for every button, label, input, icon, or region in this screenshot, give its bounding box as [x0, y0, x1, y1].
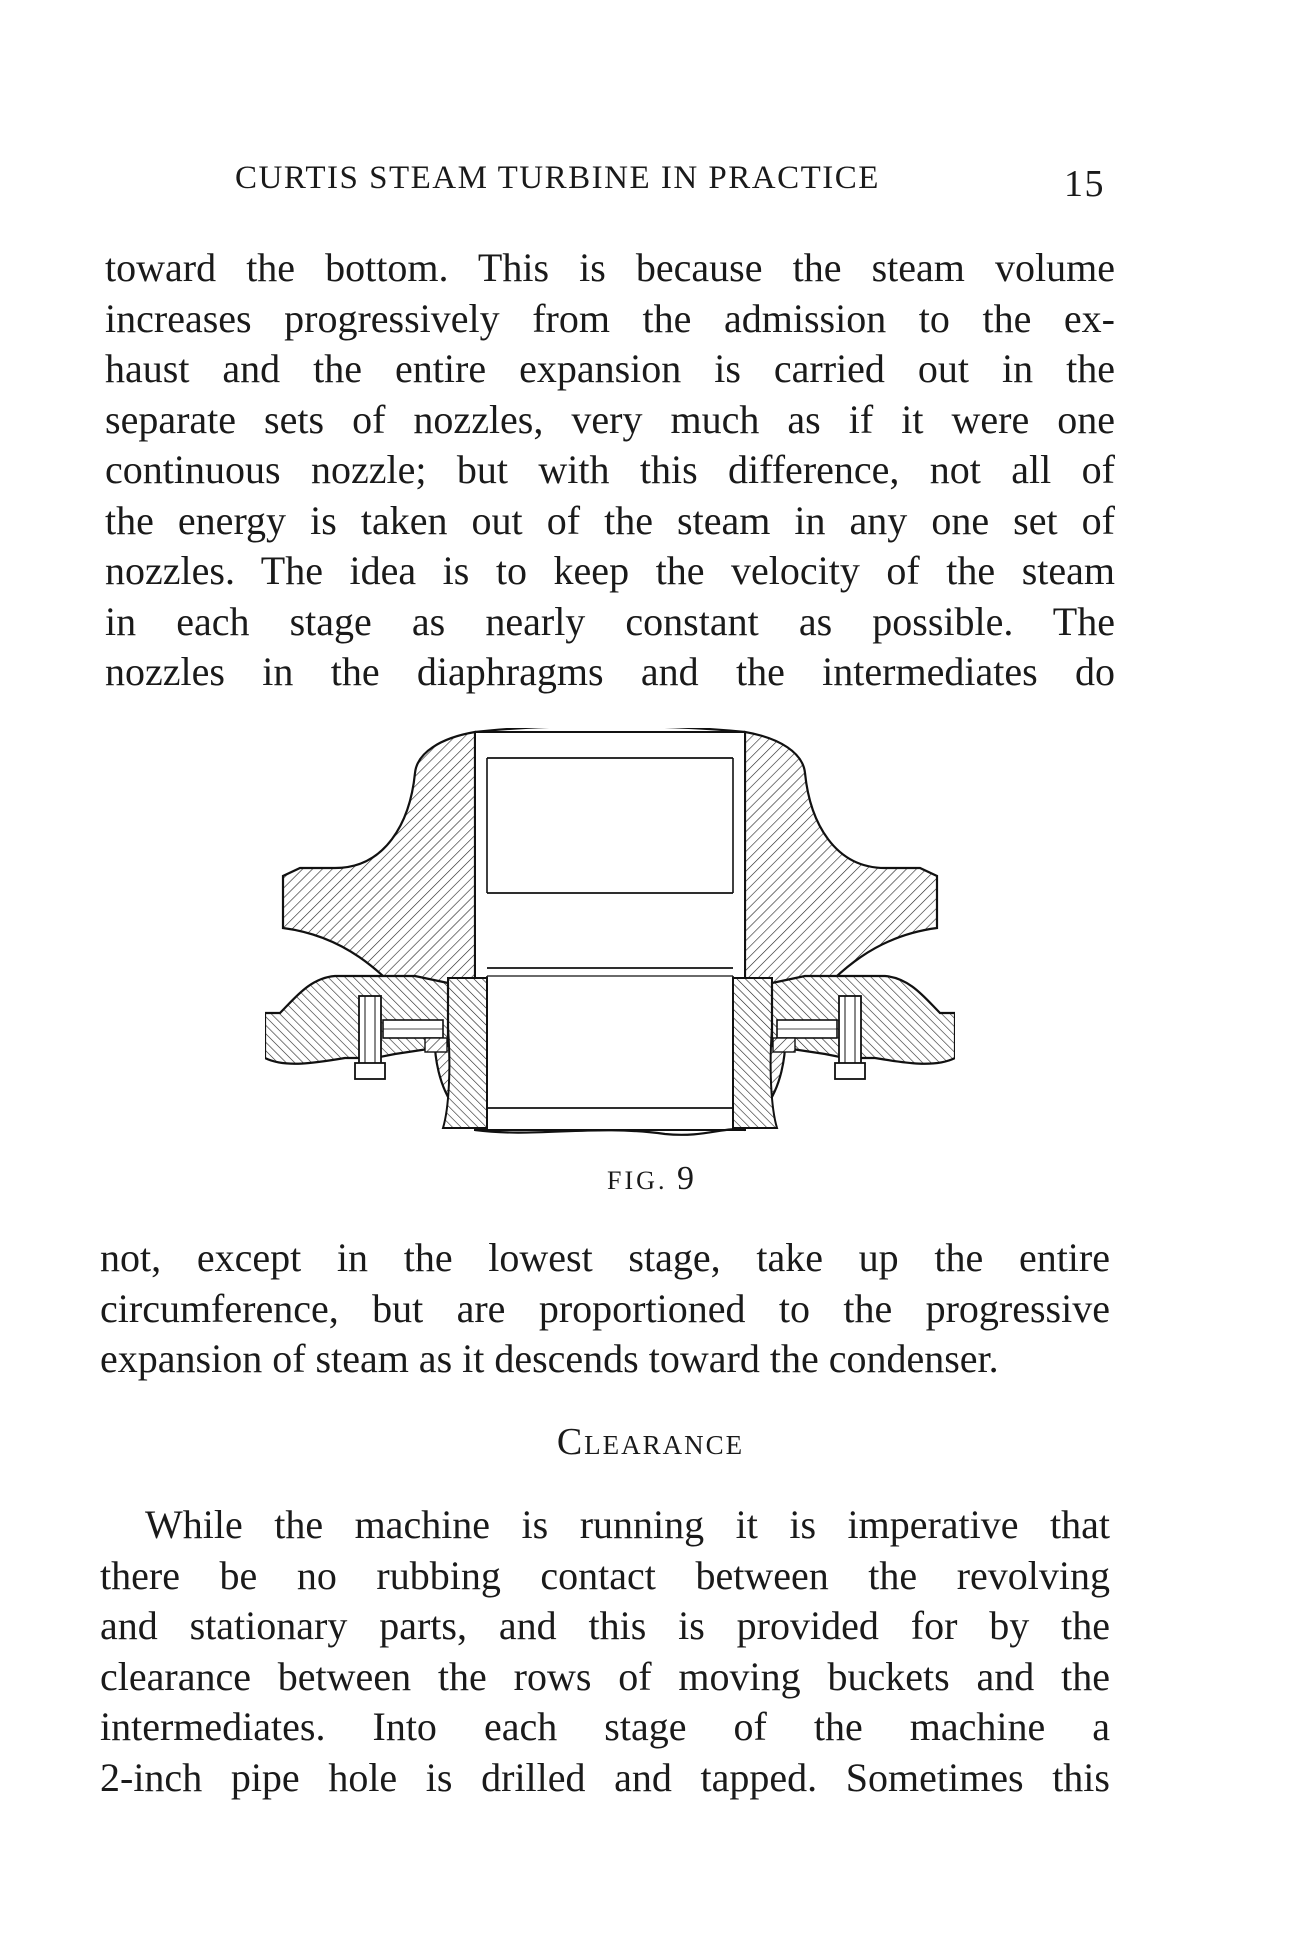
- text-line: haust and the entire expansion is carried out in the: [105, 346, 1115, 391]
- paragraph-3: [100, 1500, 1110, 1803]
- running-title: CURTIS STEAM TURBINE IN PRACTICE: [235, 160, 880, 196]
- text-line: there be no rubbing contact between the revolving: [100, 1552, 1110, 1598]
- left-sleeve: [443, 978, 487, 1128]
- text-line: While the machine is running it is imperative that: [145, 1502, 1110, 1547]
- text-line: expansion of steam as it descends toward the condenser.: [100, 1336, 999, 1381]
- figure-caption: [0, 1160, 1301, 1198]
- text-line: the energy is taken out of the steam in any one set of: [105, 497, 1115, 543]
- text-line: 2-inch pipe hole is drilled and tapped. Sometimes this: [100, 1754, 1110, 1800]
- text-line: and stationary parts, and this is provided for by the: [100, 1603, 1110, 1648]
- page-number: 15: [1064, 163, 1105, 205]
- text-line: toward the bottom. This is because the steam volume: [105, 245, 1115, 290]
- turbine-hub-cross-section-figure: [265, 728, 955, 1140]
- text-line: intermediates. Into each stage of the machine a: [100, 1704, 1110, 1749]
- text-line: separate sets of nozzles, very much as if it were one: [105, 396, 1115, 442]
- text-line: nozzles in the diaphragms and the intermediates do: [105, 649, 1115, 694]
- hub-bore: [475, 732, 745, 1130]
- text-line: clearance between the rows of moving buckets and the: [100, 1653, 1110, 1699]
- section-heading: Clearance: [556, 1421, 745, 1463]
- text-line: nozzles. The idea is to keep the velocity of the steam: [105, 548, 1115, 593]
- text-line: increases progressively from the admission to the ex-: [105, 295, 1115, 341]
- text-line: continuous nozzle; but with this difference, not all of: [105, 447, 1115, 492]
- text-line: in each stage as nearly constant as possible. The: [105, 598, 1115, 644]
- figure-caption-number: 9: [676, 1160, 694, 1197]
- figure-caption-label: FIG.: [607, 1166, 668, 1195]
- paragraph-2: [100, 1233, 1110, 1385]
- text-line: not, except in the lowest stage, take up the entire: [100, 1235, 1110, 1280]
- right-sleeve: [733, 978, 777, 1128]
- paragraph-1: [105, 243, 1115, 698]
- text-line: circumference, but are proportioned to the progressive: [100, 1285, 1110, 1331]
